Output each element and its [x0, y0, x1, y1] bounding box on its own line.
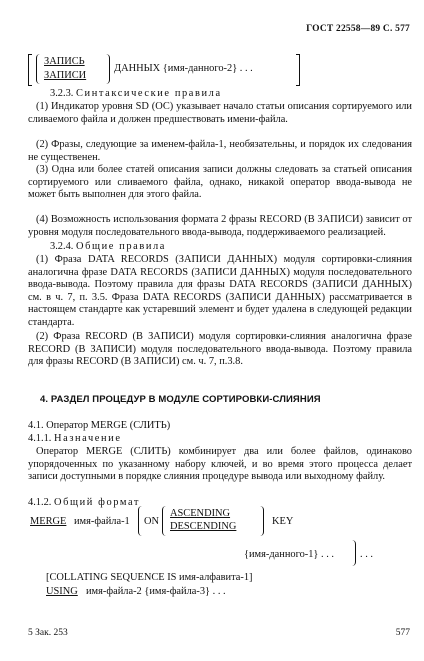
keyword-ascending: ASCENDING: [170, 508, 231, 519]
section-title: Назначение: [54, 433, 122, 444]
option-zapis: ЗАПИСЬ: [44, 56, 85, 67]
close-square-bracket: [296, 54, 300, 86]
collating-sequence-clause: [COLLATING SEQUENCE IS имя-алфавита-1]: [46, 572, 253, 583]
section-heading-324: [28, 241, 412, 254]
keyword-key: KEY: [272, 516, 294, 527]
option-zapisi: ЗАПИСИ: [44, 70, 87, 81]
page-header: ГОСТ 22558—89 С. 577: [306, 24, 410, 34]
keyword-using: USING: [46, 586, 78, 597]
close-curly-brace: [106, 54, 110, 84]
close-curly-brace: [352, 540, 356, 566]
rule-paragraph: (3) Одна или более статей описания записи должны следовать за статьей описания сортируемого или сливаемого файла, однако, никакой оператор ввода-вывода не может быть выполнен для этого файла.: [28, 164, 412, 201]
open-curly-brace: [138, 506, 142, 536]
ellipsis: . . .: [360, 549, 373, 560]
section-4-heading: 4. РАЗДЕЛ ПРОЦЕДУР В МОДУЛЕ СОРТИРОВКИ-СЛИЯНИЯ: [40, 394, 321, 405]
subsection-heading-411: [28, 433, 412, 446]
keyword-descending: DESCENDING: [170, 521, 237, 532]
rule-paragraph: (1) Индикатор уровня SD (ОС) указывает начало статьи описания сортируемого или сливаемого файла и должен предшествовать имени-файла.: [28, 101, 412, 125]
section-heading-323: [28, 88, 412, 101]
rule-paragraph: (1) Фраза DATA RECORDS (ЗАПИСИ ДАННЫХ) модуля сортировки-слияния аналогична фразе DATA RECORDS (ЗАПИСИ ДАННЫХ) модуля последовательного ввода-вывода. Поэтому правила для фразы DATA RECORDS (ЗАПИСИ ДАННЫХ) см. в ч. 7, п. 3.5. Фраза DATA RECORDS (ЗАПИСИ ДАННЫХ) рассматривается в настоящем стандарте как устаревший элемент и будет удалена в следующей редакции стандарта.: [28, 254, 412, 328]
open-square-bracket: [28, 54, 32, 86]
purpose-paragraph: Оператор MERGE (СЛИТЬ) комбинирует два или более файлов, одинаково упорядоченных по указанному набору ключей, и во время этого процесса делает записи доступными в порядке слияния процедуре вывода или выходному файлу.: [28, 446, 412, 483]
keyword-merge: MERGE: [30, 516, 67, 527]
page-number: 577: [395, 628, 410, 638]
section-number: 4.1.1.: [28, 433, 52, 444]
open-curly-brace: [36, 54, 40, 84]
section-title: Синтаксические правила: [76, 88, 222, 99]
section-number: 4.1.2.: [28, 497, 52, 508]
data-items-list: ДАННЫХ {имя-данного-2} . . .: [114, 63, 253, 74]
section-title: Общий формат: [54, 497, 141, 508]
data-name-list: {имя-данного-1} . . .: [244, 549, 335, 560]
open-curly-brace: [162, 506, 166, 536]
print-order-mark: 5 Зак. 253: [28, 628, 68, 638]
file-name-1: имя-файла-1: [74, 516, 130, 527]
section-title: Общие правила: [76, 241, 166, 252]
rule-paragraph: (2) Фразы, следующие за именем-файла-1, необязательны, и порядок их следования не существенен.: [28, 139, 412, 163]
section-number: 3.2.3.: [50, 88, 74, 99]
keyword-on: ON: [144, 516, 160, 527]
rule-paragraph: (2) Фраза RECORD (В ЗАПИСИ) модуля сортировки-слияния аналогична фразе RECORD (В ЗАПИСИ) модуля последовательного ввода-вывода. Поэтому правила для фразы RECORD (В ЗАПИСИ) см. ч. 7, п.3.8.: [28, 331, 412, 368]
close-curly-brace: [260, 506, 264, 536]
subsection-heading-41: 4.1. Оператор MERGE (СЛИТЬ): [28, 420, 171, 431]
section-number: 3.2.4.: [50, 241, 74, 252]
rule-paragraph: (4) Возможность использования формата 2 фразы RECORD (В ЗАПИСИ) зависит от уровня модуля последовательного ввода-вывода, поддерживаемого реализацией.: [28, 214, 412, 238]
using-file-list: имя-файла-2 {имя-файла-3} . . .: [86, 586, 226, 597]
